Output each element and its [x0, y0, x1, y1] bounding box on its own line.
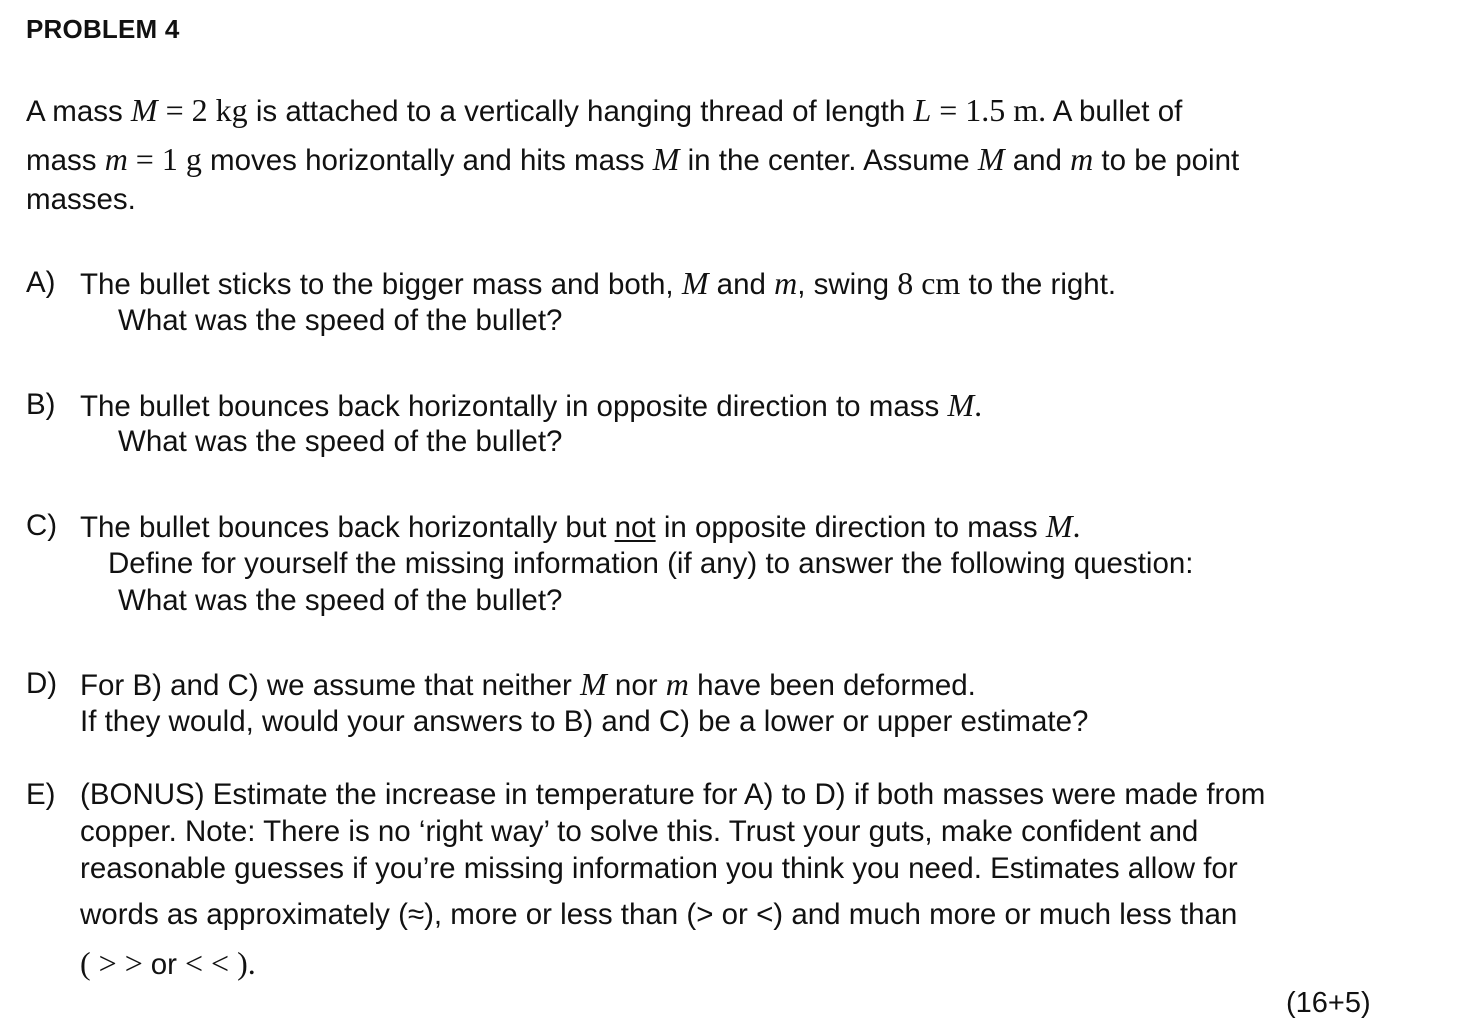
part-b-question: What was the speed of the bullet? — [118, 425, 563, 458]
math-value: = 1 g — [127, 141, 202, 177]
part-a-line-1 — [80, 265, 1116, 303]
text: in opposite direction to mass — [655, 511, 1046, 544]
text: to the right. — [960, 268, 1117, 301]
points-value: (16+5) — [1286, 987, 1371, 1019]
text: nor — [606, 669, 666, 702]
intro-line-1 — [26, 92, 1182, 130]
part-c-label: C) — [26, 509, 58, 542]
math-M: M — [947, 387, 975, 423]
intro-line-3: masses. — [26, 183, 136, 216]
part-e-line-4: words as approximately (≈), more or less than (> or <) and much more or much less than — [80, 898, 1238, 931]
page-title: PROBLEM 4 — [26, 14, 180, 44]
part-e-line-2: copper. Note: There is no ‘right way’ to solve this. Trust your guts, make confident and — [80, 815, 1199, 848]
text: or — [150, 948, 177, 981]
text: mass — [26, 144, 105, 177]
math-M: M — [130, 92, 158, 128]
math-much-less: < < ). — [176, 945, 256, 981]
text: and — [1004, 144, 1071, 177]
math-m: m — [104, 141, 128, 177]
part-e-line-1: (BONUS) Estimate the increase in temperature for A) to D) if both masses were made from — [80, 778, 1266, 811]
part-c-line-1 — [80, 508, 1081, 546]
text: and — [708, 268, 775, 301]
math-M: M — [977, 141, 1005, 177]
math-m: m — [1070, 141, 1094, 177]
text: For B) and C) we assume that neither — [80, 669, 581, 702]
text: . — [974, 387, 983, 423]
math-value: = 1.5 m. — [931, 92, 1047, 128]
text: The bullet bounces back horizontally in opposite direction to mass — [80, 390, 948, 423]
math-value: = 2 kg — [157, 92, 248, 128]
part-c-question: What was the speed of the bullet? — [118, 584, 563, 617]
text: The bullet bounces back horizontally but — [80, 511, 615, 544]
text: A bullet of — [1046, 95, 1183, 128]
math-m: m — [774, 265, 798, 301]
part-d-label: D) — [26, 667, 58, 700]
part-d-line-2: If they would, would your answers to B) and C) be a lower or upper estimate? — [80, 705, 1089, 738]
math-value: 8 cm — [897, 265, 961, 301]
math-M: M — [681, 265, 709, 301]
part-b-label: B) — [26, 388, 56, 421]
text: , swing — [797, 268, 898, 301]
text: is attached to a vertically hanging thread of length — [247, 95, 914, 128]
math-m: m — [665, 666, 689, 702]
part-e-label: E) — [26, 778, 56, 811]
part-a-label: A) — [26, 266, 56, 299]
intro-line-2 — [26, 141, 1239, 179]
math-much-greater: ( > > — [80, 945, 151, 981]
underlined-not: not — [614, 511, 656, 544]
text: to be point — [1093, 144, 1240, 177]
text: in the center. Assume — [679, 144, 978, 177]
text: moves horizontally and hits mass — [201, 144, 653, 177]
text: . — [1072, 508, 1081, 544]
math-L: L — [913, 92, 932, 128]
part-a-question: What was the speed of the bullet? — [118, 304, 563, 337]
part-d-line-1 — [80, 666, 976, 704]
math-M: M — [580, 666, 607, 702]
text: have been deformed. — [688, 669, 976, 702]
math-M: M — [652, 141, 680, 177]
part-e-line-3: reasonable guesses if you’re missing information you think you need. Estimates allow for — [80, 852, 1238, 885]
part-e-line-5 — [80, 945, 256, 983]
text: The bullet sticks to the bigger mass and both, — [80, 268, 682, 301]
math-M: M — [1045, 508, 1073, 544]
part-b-line-1 — [80, 387, 982, 425]
text: A mass — [26, 95, 131, 128]
part-c-line-2: Define for yourself the missing information (if any) to answer the following question: — [108, 547, 1194, 580]
